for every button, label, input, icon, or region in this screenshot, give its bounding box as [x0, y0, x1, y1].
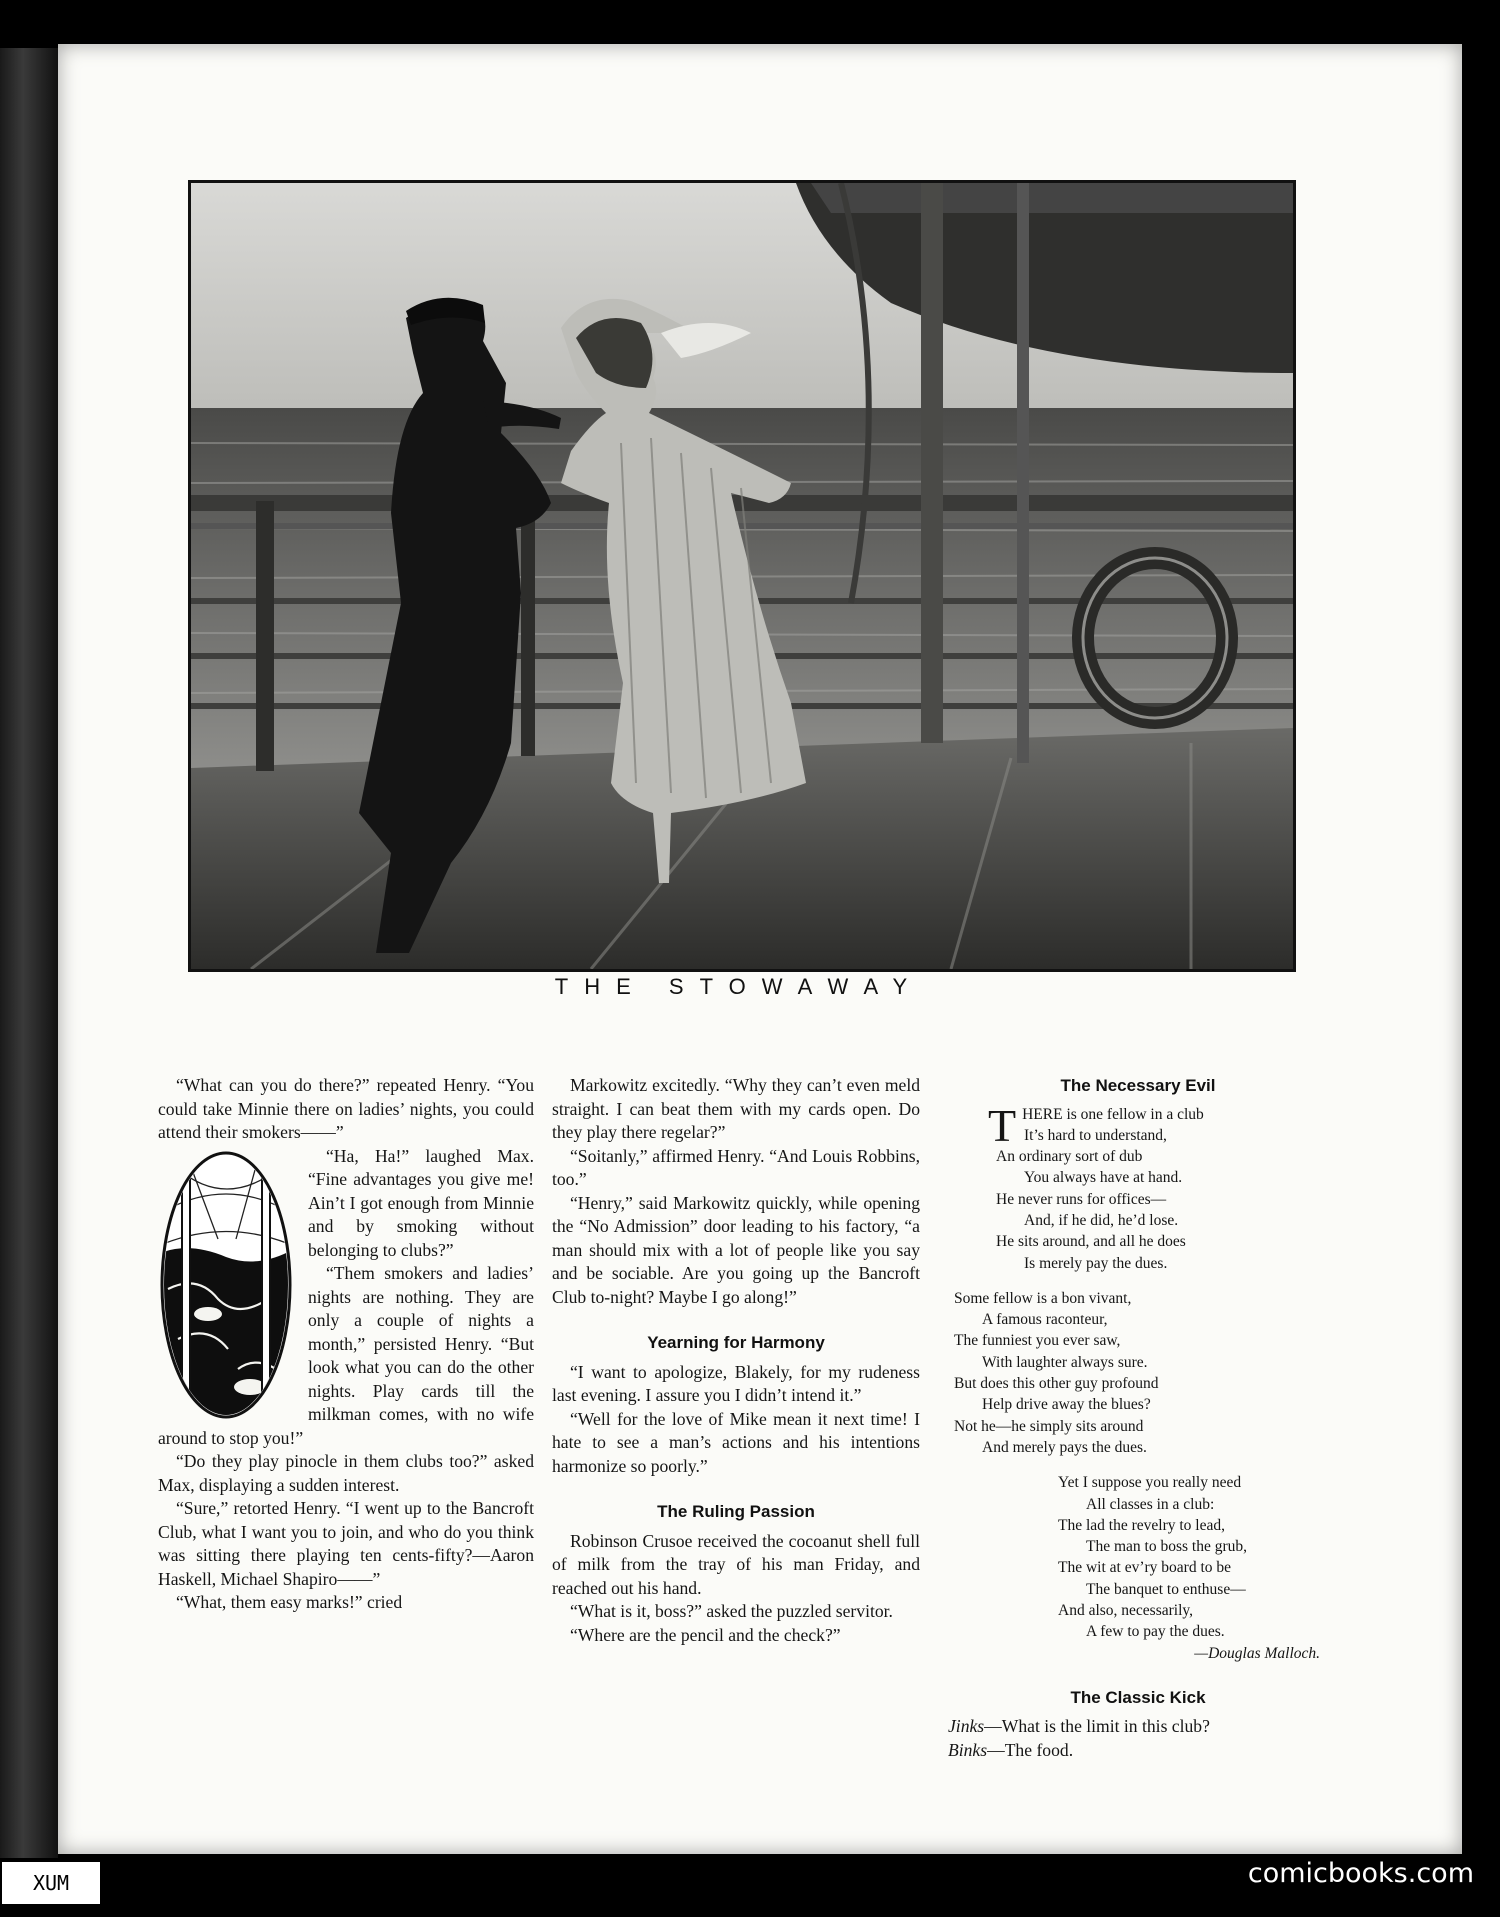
poem-line: The man to boss the grub,: [1086, 1538, 1248, 1556]
poem-line: The wit at ev’ry board to be: [1058, 1559, 1232, 1577]
paragraph: “Sure,” retorted Henry. “I went up to the Bancroft Club, what I want you to join, and who do you think was sitting there playing ten cents-fifty?—Aaron Haskell, Michael Shapiro——”: [158, 1498, 534, 1589]
poem-title: The Necessary Evil: [1060, 1076, 1216, 1095]
stowaway-illustration: [188, 180, 1296, 972]
poem-line: A famous raconteur,: [982, 1311, 1108, 1329]
poem-line: With laughter always sure.: [982, 1353, 1148, 1371]
poem-line: And also, necessarily,: [1058, 1602, 1194, 1620]
speaker-name: Jinks: [948, 1716, 985, 1737]
site-watermark: comicbooks.com: [1247, 1858, 1474, 1889]
poem-line: And, if he did, he’d lose.: [1024, 1211, 1179, 1229]
joke-line-2: [948, 1739, 1328, 1763]
poem-line: Not he—he simply sits around: [954, 1417, 1144, 1435]
magazine-page: [58, 44, 1462, 1854]
poem-stanza-3: [948, 1472, 1328, 1664]
poem-line: Is merely pay the dues.: [1024, 1254, 1168, 1272]
paragraph: “Do they play pinocle in them clubs too?” asked Max, displaying a sudden interest.: [158, 1451, 534, 1495]
poem-line: All classes in a club:: [1086, 1495, 1215, 1513]
poem-line: A few to pay the dues.: [1086, 1623, 1225, 1641]
section-title-classic-kick: The Classic Kick: [1070, 1687, 1206, 1707]
poem-line: Some fellow is a bon vivant,: [954, 1289, 1132, 1307]
paragraph: “Them smokers and ladies’ nights are nothing. They are only a couple of nights a month,” persisted Henry. “But look what you can do the other nights. Play cards till the milkman comes, with no wife around to stop you!”: [158, 1263, 534, 1448]
poem-line: The lad the revelry to lead,: [1058, 1516, 1225, 1534]
section-title-yearning: Yearning for Harmony: [647, 1333, 825, 1352]
ship-deck-couple-image: [191, 183, 1293, 969]
joke-line-1: [948, 1715, 1328, 1739]
drop-cap: T: [988, 1099, 1017, 1151]
paragraph: “Ha, Ha!” laughed Max. “Fine advantages you give me! Ain’t I got enough from Minnie and by smoking without belonging to clubs?”: [308, 1145, 534, 1260]
paragraph: “What is it, boss?” asked the puzzled servitor.: [570, 1601, 893, 1621]
joke-text: —What is the limit in this club?: [984, 1716, 1210, 1737]
paragraph: Robinson Crusoe received the cocoanut shell full of milk from the tray of his man Friday, and reached out his hand.: [552, 1530, 920, 1598]
poem-line: HERE is one fellow in a club: [1022, 1105, 1204, 1123]
poem-line: He never runs for offices—: [996, 1190, 1167, 1208]
poem-line: Help drive away the blues?: [982, 1396, 1151, 1414]
scan-page-edge: [0, 48, 58, 1858]
paragraph: “What, them easy marks!” cried: [176, 1592, 403, 1612]
xum-badge: XUM: [0, 1860, 102, 1906]
poem-line: Yet I suppose you really need: [1058, 1474, 1242, 1492]
story-column-2: [552, 1074, 920, 1647]
section-title-ruling-passion: The Ruling Passion: [657, 1502, 815, 1521]
paragraph: “Soitanly,” affirmed Henry. “And Louis Robbins, too.”: [552, 1145, 920, 1189]
joke-text: —The food.: [987, 1739, 1074, 1760]
poem-line: And merely pays the dues.: [982, 1438, 1147, 1456]
poem-line: The funniest you ever saw,: [954, 1332, 1121, 1350]
poem-line: You always have at hand.: [1024, 1169, 1183, 1187]
speaker-name: Binks: [948, 1739, 988, 1760]
paragraph: “Well for the love of Mike mean it next time! I hate to see a man’s actions and his intentions harmonize so poorly.”: [552, 1408, 920, 1476]
paragraph: “Henry,” said Markowitz quickly, while opening the “No Admission” door leading to his factory, “a man should mix with a lot of people like you say and be sociable. Are you going up the Bancroft Club to-night? Maybe I go along!”: [552, 1192, 920, 1307]
poem-line: It’s hard to understand,: [1024, 1126, 1167, 1144]
poem-stanza-1: [948, 1099, 1328, 1274]
poem-author: —Douglas Malloch.: [1194, 1644, 1320, 1662]
poem-necessary-evil: [948, 1099, 1328, 1664]
paragraph: Markowitz excitedly. “Why they can’t even meld straight. I can beat them with my cards open. Do they play there regelar?”: [552, 1075, 920, 1142]
poem-column: [948, 1074, 1328, 1762]
poem-line: An ordinary sort of dub: [996, 1148, 1143, 1166]
poem-line: The banquet to enthuse—: [1086, 1580, 1246, 1598]
poem-line: But does this other guy profound: [954, 1375, 1159, 1393]
paragraph: “I want to apologize, Blakely, for my rudeness last evening. I assure you I didn’t intend it.”: [552, 1361, 920, 1405]
poem-line: He sits around, and all he does: [996, 1233, 1186, 1251]
paragraph: “Where are the pencil and the check?”: [570, 1624, 841, 1645]
story-column-1: [158, 1074, 534, 1615]
paragraph: “What can you do there?” repeated Henry. “You could take Minnie there on ladies’ nights, you could attend their smokers——”: [158, 1075, 534, 1142]
fish-sea-vignette-image: [158, 1149, 294, 1421]
poem-stanza-2: [948, 1288, 1328, 1458]
decorative-vignette: [158, 1149, 294, 1421]
illustration-caption: THE STOWAWAY: [554, 974, 924, 999]
